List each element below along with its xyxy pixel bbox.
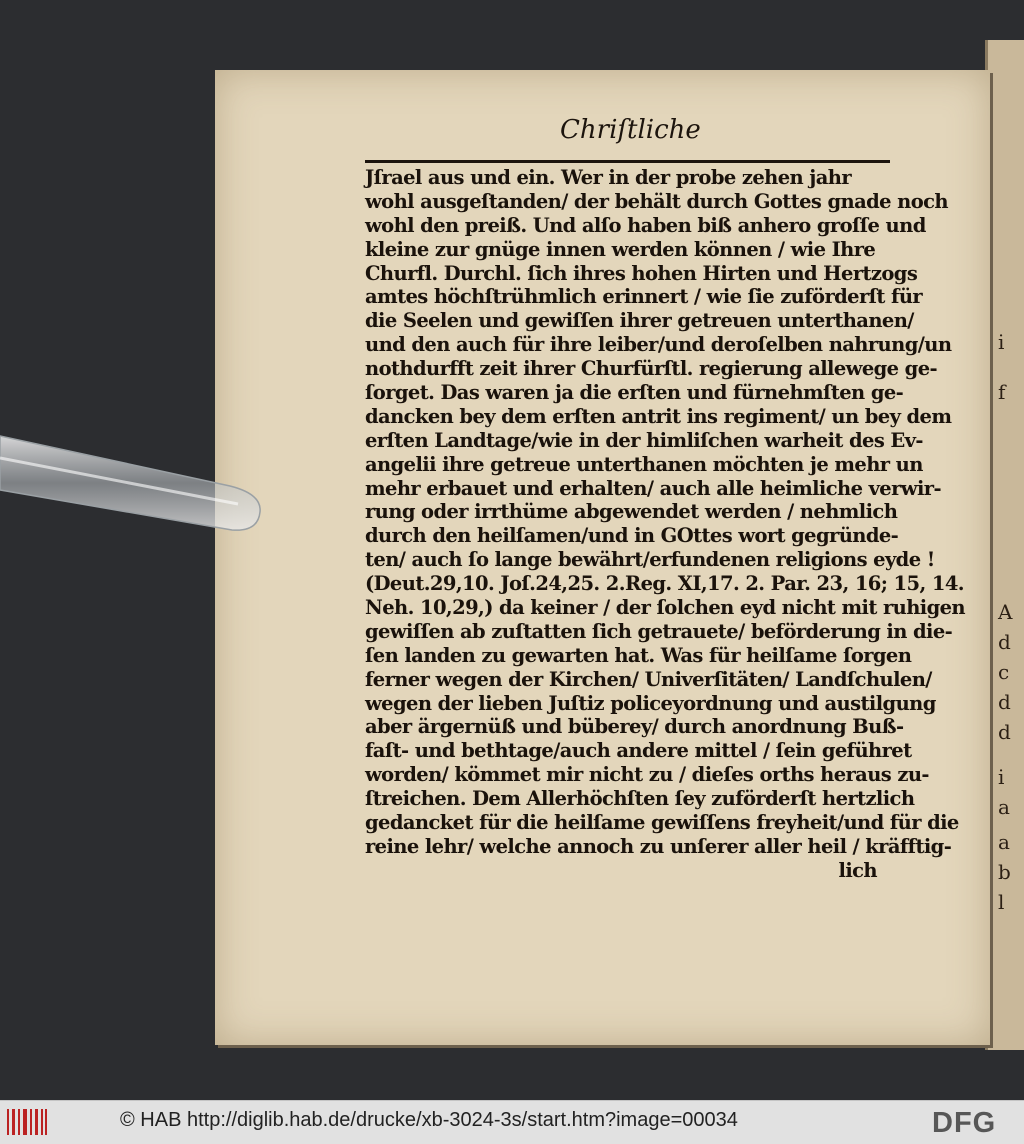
- text-line: ſorget. Das waren ja die erſten und fürnehmſten ge-: [365, 381, 904, 405]
- text-line: nothdurfft zeit ihrer Churfürſtl. regierung allewege ge-: [365, 357, 938, 381]
- head-rule: [365, 160, 890, 163]
- page-clamp: [0, 428, 262, 546]
- facing-page-fragment: l: [998, 890, 1005, 914]
- facing-page-fragment: c: [998, 660, 1010, 684]
- text-line: ſtreichen. Dem Allerhöchſten ſey zuförderſt hertzlich: [365, 787, 915, 811]
- page-body: [365, 166, 966, 883]
- book-page: [215, 70, 990, 1045]
- text-line: reine lehr/ welche annoch zu unſerer aller heil / kräfftig-: [365, 834, 952, 858]
- facing-page-fragment: i: [998, 330, 1005, 354]
- text-line: mehr erbauet und erhalten/ auch alle heimliche verwir-: [365, 476, 941, 500]
- text-line: faſt- und bethtage/auch andere mittel / ſein geführet: [365, 739, 912, 763]
- text-line: die Seelen und gewiſſen ihrer getreuen unterthanen/: [365, 309, 914, 333]
- text-line: (Deut.29,10. Joſ.24,25. 2.Reg. XI,17. 2. Par. 23, 16; 15, 14.: [365, 572, 964, 596]
- text-line: amtes höchſtrühmlich erinnert / wie ſie zuförderſt für: [365, 285, 923, 309]
- text-line: und den auch für ihre leiber/und deroſelben nahrung/un: [365, 333, 952, 357]
- text-line: gewiſſen ab zuſtatten ſich getrauete/ beförderung in die-: [365, 619, 953, 643]
- copyright-link[interactable]: © HAB http://diglib.hab.de/drucke/xb-3024-3s/start.htm?image=00034: [120, 1109, 738, 1131]
- text-line: Jſrael aus und ein. Wer in der probe zehen jahr: [365, 166, 852, 189]
- text-line: durch den heilſamen/und in GOttes wort gegründe-: [365, 524, 899, 548]
- text-line: kleine zur gnüge innen werden können / wie Ihre: [365, 237, 876, 261]
- facing-page-fragment: f: [998, 380, 1006, 404]
- text-line: wohl den preiß. Und alſo haben biß anhero groſſe und: [365, 213, 926, 237]
- facing-page-fragment: a: [998, 795, 1010, 819]
- running-head: Chriſtliche: [560, 115, 701, 145]
- text-line: lich: [838, 858, 877, 882]
- text-line: angelii ihre getreue unterthanen möchten je mehr un: [365, 452, 923, 476]
- text-line: Neh. 10,29,) da keiner / der ſolchen eyd nicht mit ruhigen: [365, 596, 966, 620]
- facing-page-fragment: A: [998, 600, 1013, 624]
- text-line: aber ärgernüß und büberey/ durch anordnung Buß-: [365, 715, 904, 739]
- facing-page-fragment: d: [998, 720, 1011, 744]
- facing-page-fragment: b: [998, 860, 1011, 884]
- facing-page-fragment: d: [998, 690, 1011, 714]
- text-line: dancken bey dem erſten antrit ins regiment/ un bey dem: [365, 404, 952, 428]
- dfg-logo: DFG: [932, 1107, 997, 1139]
- text-line: erſten Landtage/wie in der himliſchen warheit des Ev-: [365, 428, 923, 452]
- text-line: ſen landen zu gewarten hat. Was für heilſame ſorgen: [365, 643, 912, 667]
- footer-bar: [0, 1100, 1024, 1144]
- text-line: wegen der lieben Juſtiz policeyordnung und austilgung: [365, 691, 936, 715]
- facing-page-fragment: a: [998, 830, 1010, 854]
- text-line: gedancket für die heilſame gewiſſens freyheit/und für die: [365, 811, 959, 835]
- facing-page-fragment: d: [998, 630, 1011, 654]
- barcode-icon: [6, 1107, 48, 1137]
- text-line: ferner wegen der Kirchen/ Univerſitäten/ Landſchulen/: [365, 667, 932, 691]
- facing-page-edge: [985, 40, 1024, 1050]
- text-line: worden/ kömmet mir nicht zu / dieſes orths heraus zu-: [365, 763, 929, 787]
- facing-page-fragment: i: [998, 765, 1005, 789]
- text-line: wohl ausgeſtanden/ der behält durch Gottes gnade noch: [365, 189, 948, 213]
- text-line: rung oder irrthüme abgewendet werden / nehmlich: [365, 500, 898, 524]
- text-line: Churfl. Durchl. ſich ihres hohen Hirten und Hertzogs: [365, 261, 918, 285]
- text-line: ten/ auch ſo lange bewährt/erfundenen religions eyde !: [365, 548, 935, 572]
